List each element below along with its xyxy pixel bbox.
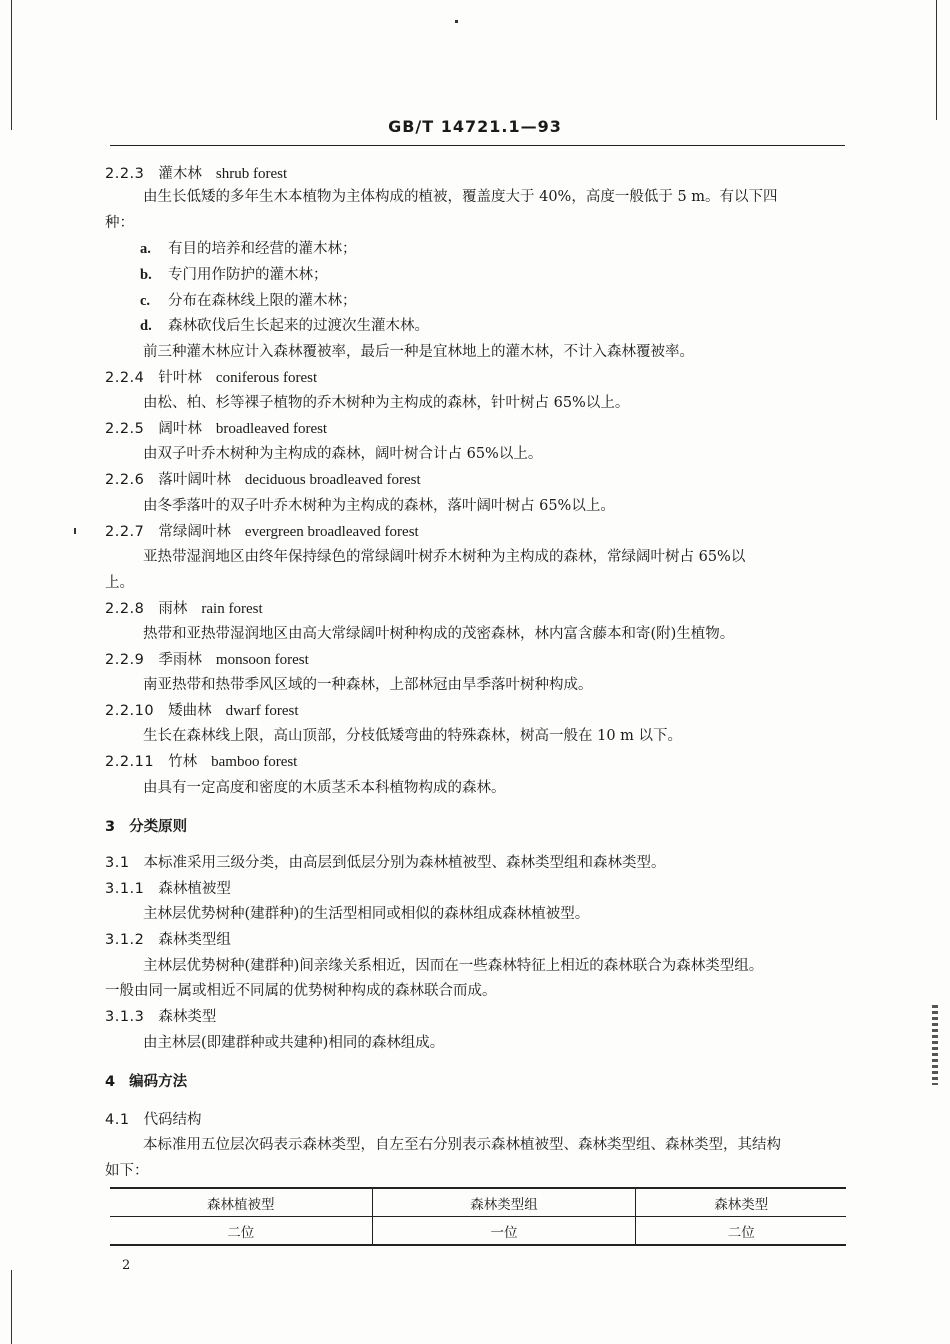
table-row <box>110 1217 846 1246</box>
paragraph: 生长在森林线上限，高山顶部，分枝低矮弯曲的特殊森林，树高一般在 10 m 以下。 <box>143 728 683 744</box>
list-item: d. 森林砍伐后生长起来的过渡次生灌木林。 <box>140 318 429 334</box>
clause: 3.1 本标准采用三级分类，由高层到低层分别为森林植被型、森林类型组和森林类型。 <box>105 855 666 871</box>
entry-heading: 2.2.3 灌木林 shrub forest <box>105 166 288 182</box>
paragraph: 种： <box>105 215 134 231</box>
paragraph: 主林层优势树种(建群种)的生活型相同或相似的森林组成森林植被型。 <box>143 906 590 922</box>
scan-speck <box>74 528 76 534</box>
list-item: b. 专门用作防护的灌木林； <box>140 267 328 283</box>
entry-heading: 2.2.10 矮曲林 dwarf forest <box>105 703 299 719</box>
paragraph: 由双子叶乔木树种为主构成的森林，阔叶树合计占 65%以上。 <box>143 446 543 462</box>
clause-heading: 3.1.3 森林类型 <box>105 1009 217 1025</box>
entry-heading: 2.2.11 竹林 bamboo forest <box>105 754 298 770</box>
paragraph: 由生长低矮的多年生木本植物为主体构成的植被，覆盖度大于 40%，高度一般低于 5 m。有以下四 <box>143 189 778 205</box>
list-item: c. 分布在森林线上限的灌木林； <box>140 293 357 309</box>
paragraph: 上。 <box>105 575 134 591</box>
entry-heading: 2.2.5 阔叶林 broadleaved forest <box>105 421 328 437</box>
clause-heading: 4.1 代码结构 <box>105 1112 202 1128</box>
paragraph: 亚热带湿润地区由终年保持绿色的常绿阔叶树乔木树种为主构成的森林，常绿阔叶树占 65%以 <box>143 549 746 565</box>
entry-heading: 2.2.6 落叶阔叶林 deciduous broadleaved forest <box>105 472 421 488</box>
code-structure-table <box>110 1187 846 1246</box>
clause-heading: 3.1.2 森林类型组 <box>105 932 231 948</box>
table-header-cell: 森林类型 <box>636 1188 846 1217</box>
section-heading: 3 分类原则 <box>105 819 188 835</box>
scan-edge-line <box>11 0 12 130</box>
entry-heading: 2.2.8 雨林 rain forest <box>105 601 263 617</box>
paragraph: 由冬季落叶的双子叶乔木树种为主构成的森林，落叶阔叶树占 65%以上。 <box>143 498 615 514</box>
entry-heading: 2.2.9 季雨林 monsoon forest <box>105 652 309 668</box>
paragraph: 前三种灌木林应计入森林覆被率，最后一种是宜林地上的灌木林，不计入森林覆被率。 <box>143 344 694 360</box>
table-header-row <box>110 1188 846 1217</box>
paragraph: 由具有一定高度和密度的木质茎禾本科植物构成的森林。 <box>143 780 506 796</box>
scan-edge-line <box>11 1270 12 1344</box>
table-header-cell: 森林植被型 <box>110 1188 372 1217</box>
section-heading: 4 编码方法 <box>105 1074 188 1090</box>
entry-heading: 2.2.4 针叶林 coniferous forest <box>105 370 318 386</box>
scan-speck <box>455 20 458 23</box>
page-number: 2 <box>122 1258 131 1273</box>
table-cell: 一位 <box>372 1217 636 1246</box>
entry-heading: 2.2.7 常绿阔叶林 evergreen broadleaved forest <box>105 524 419 540</box>
paragraph: 本标准用五位层次码表示森林类型，自左至右分别表示森林植被型、森林类型组、森林类型，其结构 <box>143 1137 781 1153</box>
paragraph: 如下： <box>105 1163 149 1179</box>
paragraph: 主林层优势树种(建群种)间亲缘关系相近，因而在一些森林特征上相近的森林联合为森林类型组。 <box>143 958 764 974</box>
clause-heading: 3.1.1 森林植被型 <box>105 881 231 897</box>
scan-edge-noise <box>932 1005 938 1085</box>
table-header-cell: 森林类型组 <box>372 1188 636 1217</box>
table-cell: 二位 <box>110 1217 372 1246</box>
paragraph: 由主林层(即建群种或共建种)相同的森林组成。 <box>143 1035 445 1051</box>
table-cell: 二位 <box>636 1217 846 1246</box>
paragraph: 热带和亚热带湿润地区由高大常绿阔叶树种构成的茂密森林，林内富含藤本和寄(附)生植物。 <box>143 626 735 642</box>
list-item: a. 有目的培养和经营的灌木林； <box>140 241 357 257</box>
paragraph: 由松、柏、杉等裸子植物的乔木树种为主构成的森林，针叶树占 65%以上。 <box>143 395 630 411</box>
paragraph: 一般由同一属或相近不同属的优势树种构成的森林联合而成。 <box>105 983 497 999</box>
header-rule <box>110 145 845 146</box>
paragraph: 南亚热带和热带季风区域的一种森林，上部林冠由旱季落叶树种构成。 <box>143 677 593 693</box>
page-header: GB/T 14721.1—93 <box>388 117 562 136</box>
scan-edge-line <box>936 0 937 120</box>
